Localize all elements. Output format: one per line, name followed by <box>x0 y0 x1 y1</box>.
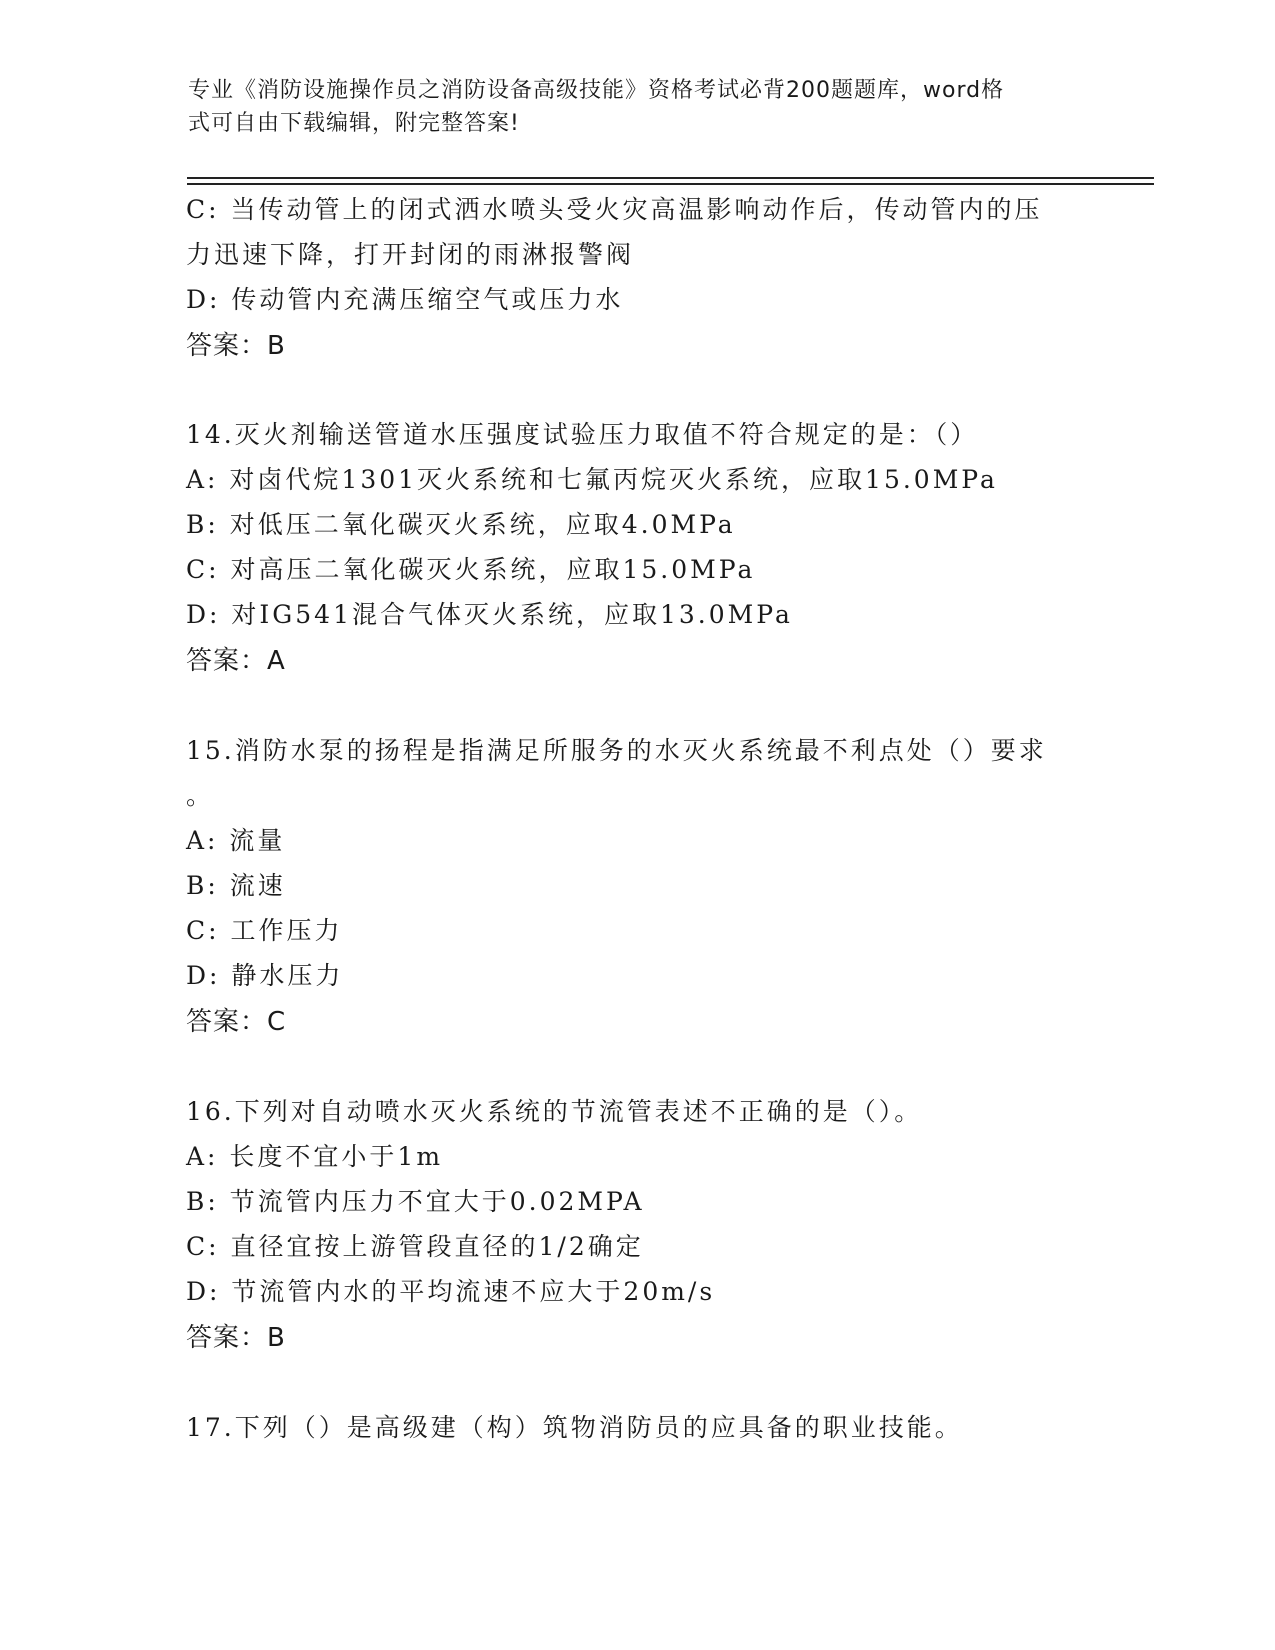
header-line-2: 式可自由下载编辑，附完整答案! <box>188 111 520 136</box>
q13-answer: 答案：B <box>186 331 286 361</box>
q16-option-c: C: 直径宜按上游管段直径的1/2确定 <box>186 1232 644 1261</box>
header-divider-bottom <box>187 183 1154 185</box>
q14-answer: 答案：A <box>186 646 286 676</box>
q15-answer: 答案：C <box>186 1007 287 1037</box>
q15-option-b: B: 流速 <box>186 871 286 900</box>
q14-option-d: D: 对IG541混合气体灭火系统，应取13.0MPa <box>186 600 793 629</box>
q15-option-d: D: 静水压力 <box>186 961 344 990</box>
q16-option-b: B: 节流管内压力不宜大于0.02MPA <box>186 1187 645 1216</box>
q14-option-c: C: 对高压二氧化碳灭火系统，应取15.0MPa <box>186 555 756 584</box>
q16-answer: 答案：B <box>186 1323 286 1353</box>
q14-option-b: B: 对低压二氧化碳灭火系统，应取4.0MPa <box>186 510 736 539</box>
q17-stem: 17.下列（）是高级建（构）筑物消防员的应具备的职业技能。 <box>186 1413 963 1442</box>
q15-option-a: A: 流量 <box>186 826 286 855</box>
header-divider-top <box>187 177 1154 179</box>
q13-option-c-line-1: C: 当传动管上的闭式洒水喷头受火灾高温影响动作后，传动管内的压 <box>186 195 1043 224</box>
q16-stem: 16.下列对自动喷水灭火系统的节流管表述不正确的是（）。 <box>186 1097 923 1126</box>
document-header <box>188 74 1068 140</box>
q13-option-c-line-2: 力迅速下降，打开封闭的雨淋报警阀 <box>186 240 635 269</box>
q15-stem-line-2: 。 <box>186 781 215 810</box>
q14-stem: 14.灭火剂输送管道水压强度试验压力取值不符合规定的是：（） <box>186 420 979 449</box>
q15-stem-line-1: 15.消防水泵的扬程是指满足所服务的水灭火系统最不利点处（）要求 <box>186 736 1047 765</box>
header-line-1: 专业《消防设施操作员之消防设备高级技能》资格考试必背200题题库，word格 <box>188 78 1005 103</box>
q13-option-d: D: 传动管内充满压缩空气或压力水 <box>186 285 624 314</box>
q15-option-c: C: 工作压力 <box>186 916 343 945</box>
q14-option-a: A: 对卤代烷1301灭火系统和七氟丙烷灭火系统，应取15.0MPa <box>186 465 998 494</box>
q16-option-d: D: 节流管内水的平均流速不应大于20m/s <box>186 1277 716 1306</box>
q16-option-a: A: 长度不宜小于1m <box>186 1142 444 1171</box>
